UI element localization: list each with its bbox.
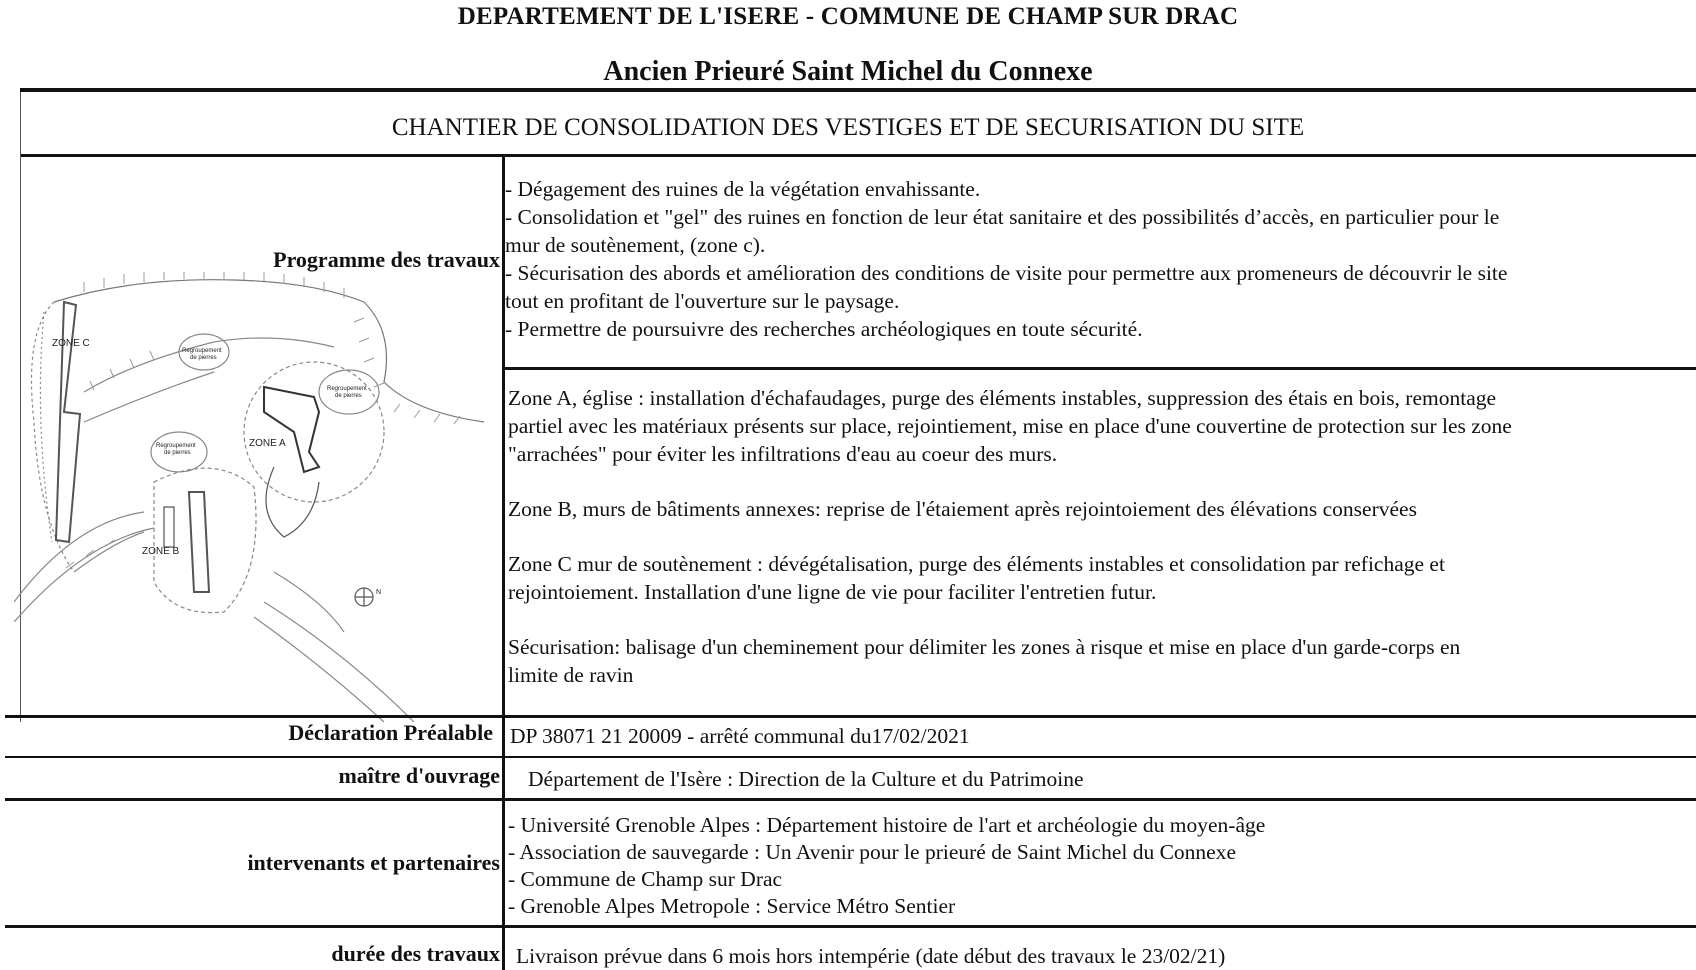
programme-item: mur de soutènement, (zone c). <box>505 233 766 257</box>
zone-a-line: "arrachées" pour éviter les infiltrations d'eau au coeur des murs. <box>508 442 1058 466</box>
row-divider-intervenants <box>5 798 1696 801</box>
zones-text <box>508 384 1512 716</box>
zone-a-line: Zone A, église : installation d'échafaudages, purge des éléments instables, suppression des étais en bois, remontage <box>508 386 1497 410</box>
programme-divider <box>505 367 1696 370</box>
zone-c-line: rejointoiement. Installation d'une ligne de vie pour faciliter l'entretien futur. <box>508 580 1157 604</box>
row-divider-maitre <box>5 756 1696 758</box>
programme-item: - Consolidation et "gel" des ruines en fonction de leur état sanitaire et des possibilités d’accès, en particulier pour le <box>505 205 1500 229</box>
declaration-value: DP 38071 21 20009 - arrêté communal du17/02/2021 <box>510 724 970 748</box>
programme-item: - Dégagement des ruines de la végétation envahissante. <box>505 177 981 201</box>
programme-item: - Permettre de poursuivre des recherches archéologiques en toute sécurité. <box>505 317 1143 341</box>
zone-c-line: Zone C mur de soutènement : dévégétalisation, purge des éléments instables et consolidation par refichage et <box>508 552 1445 576</box>
map-regroupement-label: de pierres <box>190 355 217 361</box>
programme-item: - Sécurisation des abords et amélioration des conditions de visite pour permettre aux promeneurs de découvrir le site <box>505 261 1508 285</box>
zone-b-line: Zone B, murs de bâtiments annexes: reprise de l'étaiement après rejointoiement des élévations conservées <box>508 497 1417 521</box>
programme-list <box>505 175 1507 343</box>
declaration-label: Déclaration Préalable <box>288 720 493 745</box>
zone-a-line: partiel avec les matériaux présents sur place, rejointiement, mise en place d'une couvertine de protection sur les zone <box>508 414 1512 438</box>
map-zone-c-label: ZONE C <box>52 338 90 349</box>
intervenant-item: - Grenoble Alpes Metropole : Service Métro Sentier <box>508 894 956 918</box>
row-divider-declaration <box>5 715 1696 718</box>
header-departement: DEPARTEMENT DE L'ISERE - COMMUNE DE CHAMP SUR DRAC <box>457 3 1239 30</box>
map-regroupement-label: Regroupement <box>156 443 196 449</box>
zone-a-description <box>508 384 1512 468</box>
intervenants-label: intervenants et partenaires <box>247 850 500 875</box>
map-zone-a-label: ZONE A <box>249 438 286 449</box>
duree-label: durée des travaux <box>331 941 500 966</box>
securisation-line: Sécurisation: balisage d'un cheminement pour délimiter les zones à risque et mise en place d'un garde-corps en <box>508 635 1461 659</box>
map-regroupement-label: de pierres <box>335 393 362 399</box>
header-divider-top <box>20 88 1696 92</box>
intervenant-item: - Association de sauvegarde : Un Avenir pour le prieuré de Saint Michel du Connexe <box>508 840 1237 864</box>
intervenant-item: - Université Grenoble Alpes : Département histoire de l'art et archéologie du moyen-âge <box>508 813 1266 837</box>
header-chantier: CHANTIER DE CONSOLIDATION DES VESTIGES ET DE SECURISATION DU SITE <box>391 114 1305 141</box>
header-site-title: Ancien Prieuré Saint Michel du Connexe <box>603 56 1093 87</box>
row-divider-duree <box>5 925 1696 928</box>
site-map <box>14 272 500 722</box>
zone-b-description <box>508 495 1512 523</box>
programme-item: tout en profitant de l'ouverture sur le paysage. <box>505 289 900 313</box>
map-regroupement-label: Regroupement <box>327 386 367 392</box>
programme-label: Programme des travaux <box>273 247 500 272</box>
securisation-line: limite de ravin <box>508 663 634 687</box>
intervenant-item: - Commune de Champ sur Drac <box>508 867 783 891</box>
maitre-value: Département de l'Isère : Direction de la Culture et du Patrimoine <box>528 767 1084 791</box>
map-regroupement-label: Regroupement <box>182 348 222 354</box>
maitre-label: maître d'ouvrage <box>338 763 500 788</box>
header-divider-bottom <box>20 154 1696 157</box>
securisation-description <box>508 633 1512 689</box>
map-zone-b-label: ZONE B <box>142 546 180 557</box>
map-north-label: N <box>376 589 382 596</box>
zone-c-description <box>508 550 1512 606</box>
duree-value: Livraison prévue dans 6 mois hors intempérie (date début des travaux le 23/02/21) <box>516 944 1226 968</box>
map-regroupement-label: de pierres <box>164 450 191 456</box>
intervenants-list <box>508 812 1265 920</box>
